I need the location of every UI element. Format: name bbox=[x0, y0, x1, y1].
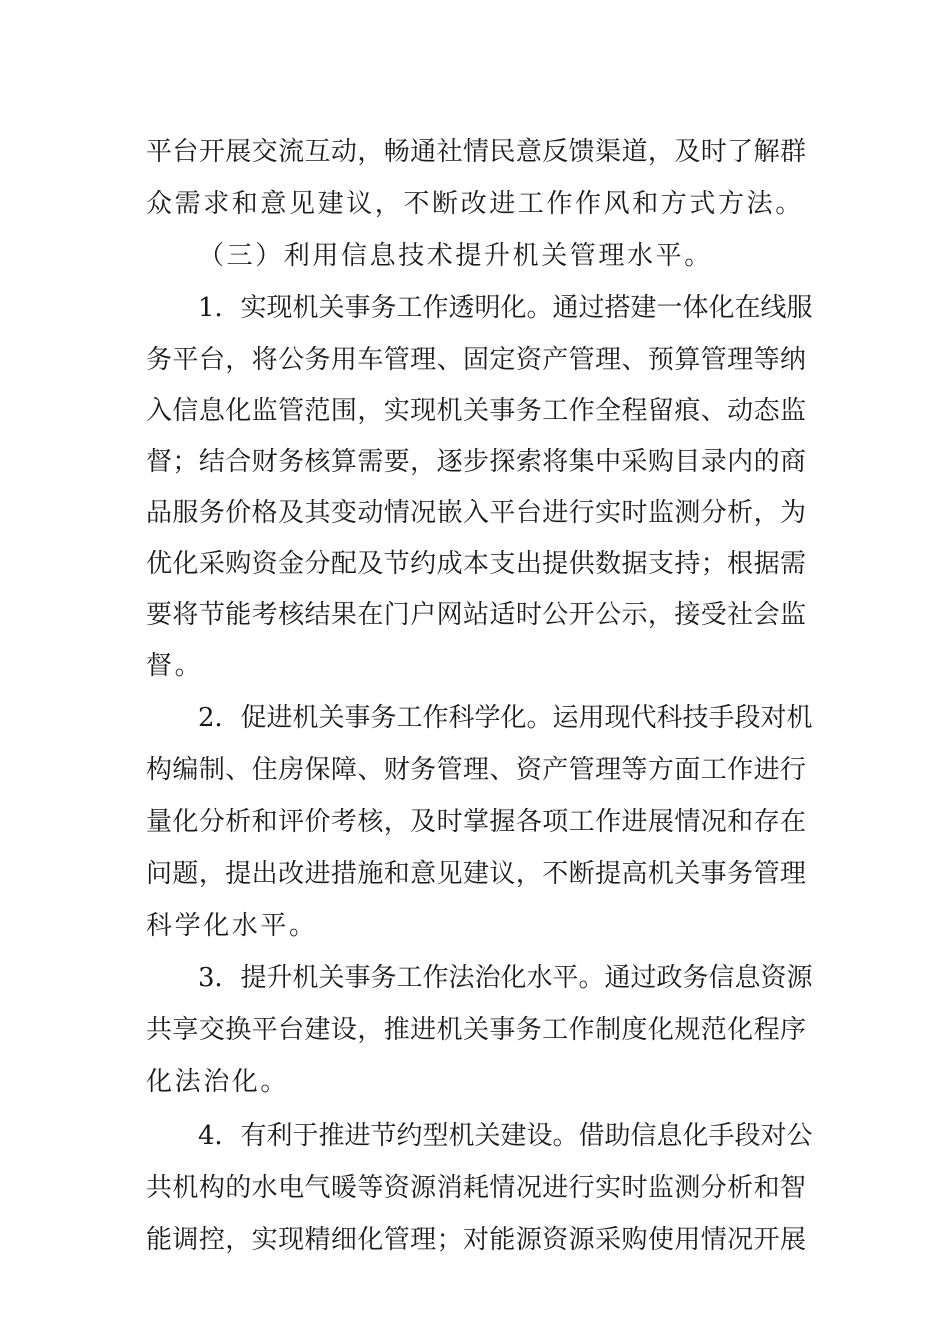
text-line: 督。 bbox=[146, 651, 204, 681]
text-line: 务平台，将公务用车管理、固定资产管理、预算管理等纳 bbox=[146, 345, 806, 375]
text-line: 督；结合财务核算需要，逐步探索将集中采购目录内的商 bbox=[146, 447, 806, 477]
paragraph-1-start: 1．实现机关事务工作透明化。通过搭建一体化在线服 bbox=[198, 293, 813, 323]
text-line: 众需求和意见建议，不断改进工作作风和方式方法。 bbox=[146, 189, 804, 219]
text-line: 共机构的水电气暖等资源消耗情况进行实时监测分析和智 bbox=[146, 1173, 806, 1203]
text-line: 入信息化监管范围，实现机关事务工作全程留痕、动态监 bbox=[146, 396, 806, 426]
text-line: 量化分析和评价考核，及时掌握各项工作进展情况和存在 bbox=[146, 807, 806, 837]
text-line: 化法治化。 bbox=[146, 1067, 290, 1097]
text-line: 要将节能考核结果在门户网站适时公开公示，接受社会监 bbox=[146, 600, 806, 630]
text-line: 共享交换平台建设，推进机关事务工作制度化规范化程序 bbox=[146, 1015, 806, 1045]
paragraph-3-start: 3．提升机关事务工作法治化水平。通过政务信息资源 bbox=[198, 963, 813, 993]
section-heading: （三）利用信息技术提升机关管理水平。 bbox=[198, 241, 713, 271]
text-line: 问题，提出改进措施和意见建议，不断提高机关事务管理 bbox=[146, 859, 806, 889]
text-line: 优化采购资金分配及节约成本支出提供数据支持；根据需 bbox=[146, 549, 806, 579]
paragraph-2-start: 2．促进机关事务工作科学化。运用现代科技手段对机 bbox=[198, 703, 813, 733]
text-line: 能调控，实现精细化管理；对能源资源采购使用情况开展 bbox=[146, 1225, 806, 1255]
text-line: 平台开展交流互动，畅通社情民意反馈渠道，及时了解群 bbox=[146, 137, 806, 167]
text-line: 科学化水平。 bbox=[146, 911, 318, 941]
text-line: 构编制、住房保障、财务管理、资产管理等方面工作进行 bbox=[146, 755, 806, 785]
paragraph-4-start: 4．有利于推进节约型机关建设。借助信息化手段对公 bbox=[198, 1121, 813, 1151]
text-line: 品服务价格及其变动情况嵌入平台进行实时监测分析，为 bbox=[146, 498, 806, 528]
